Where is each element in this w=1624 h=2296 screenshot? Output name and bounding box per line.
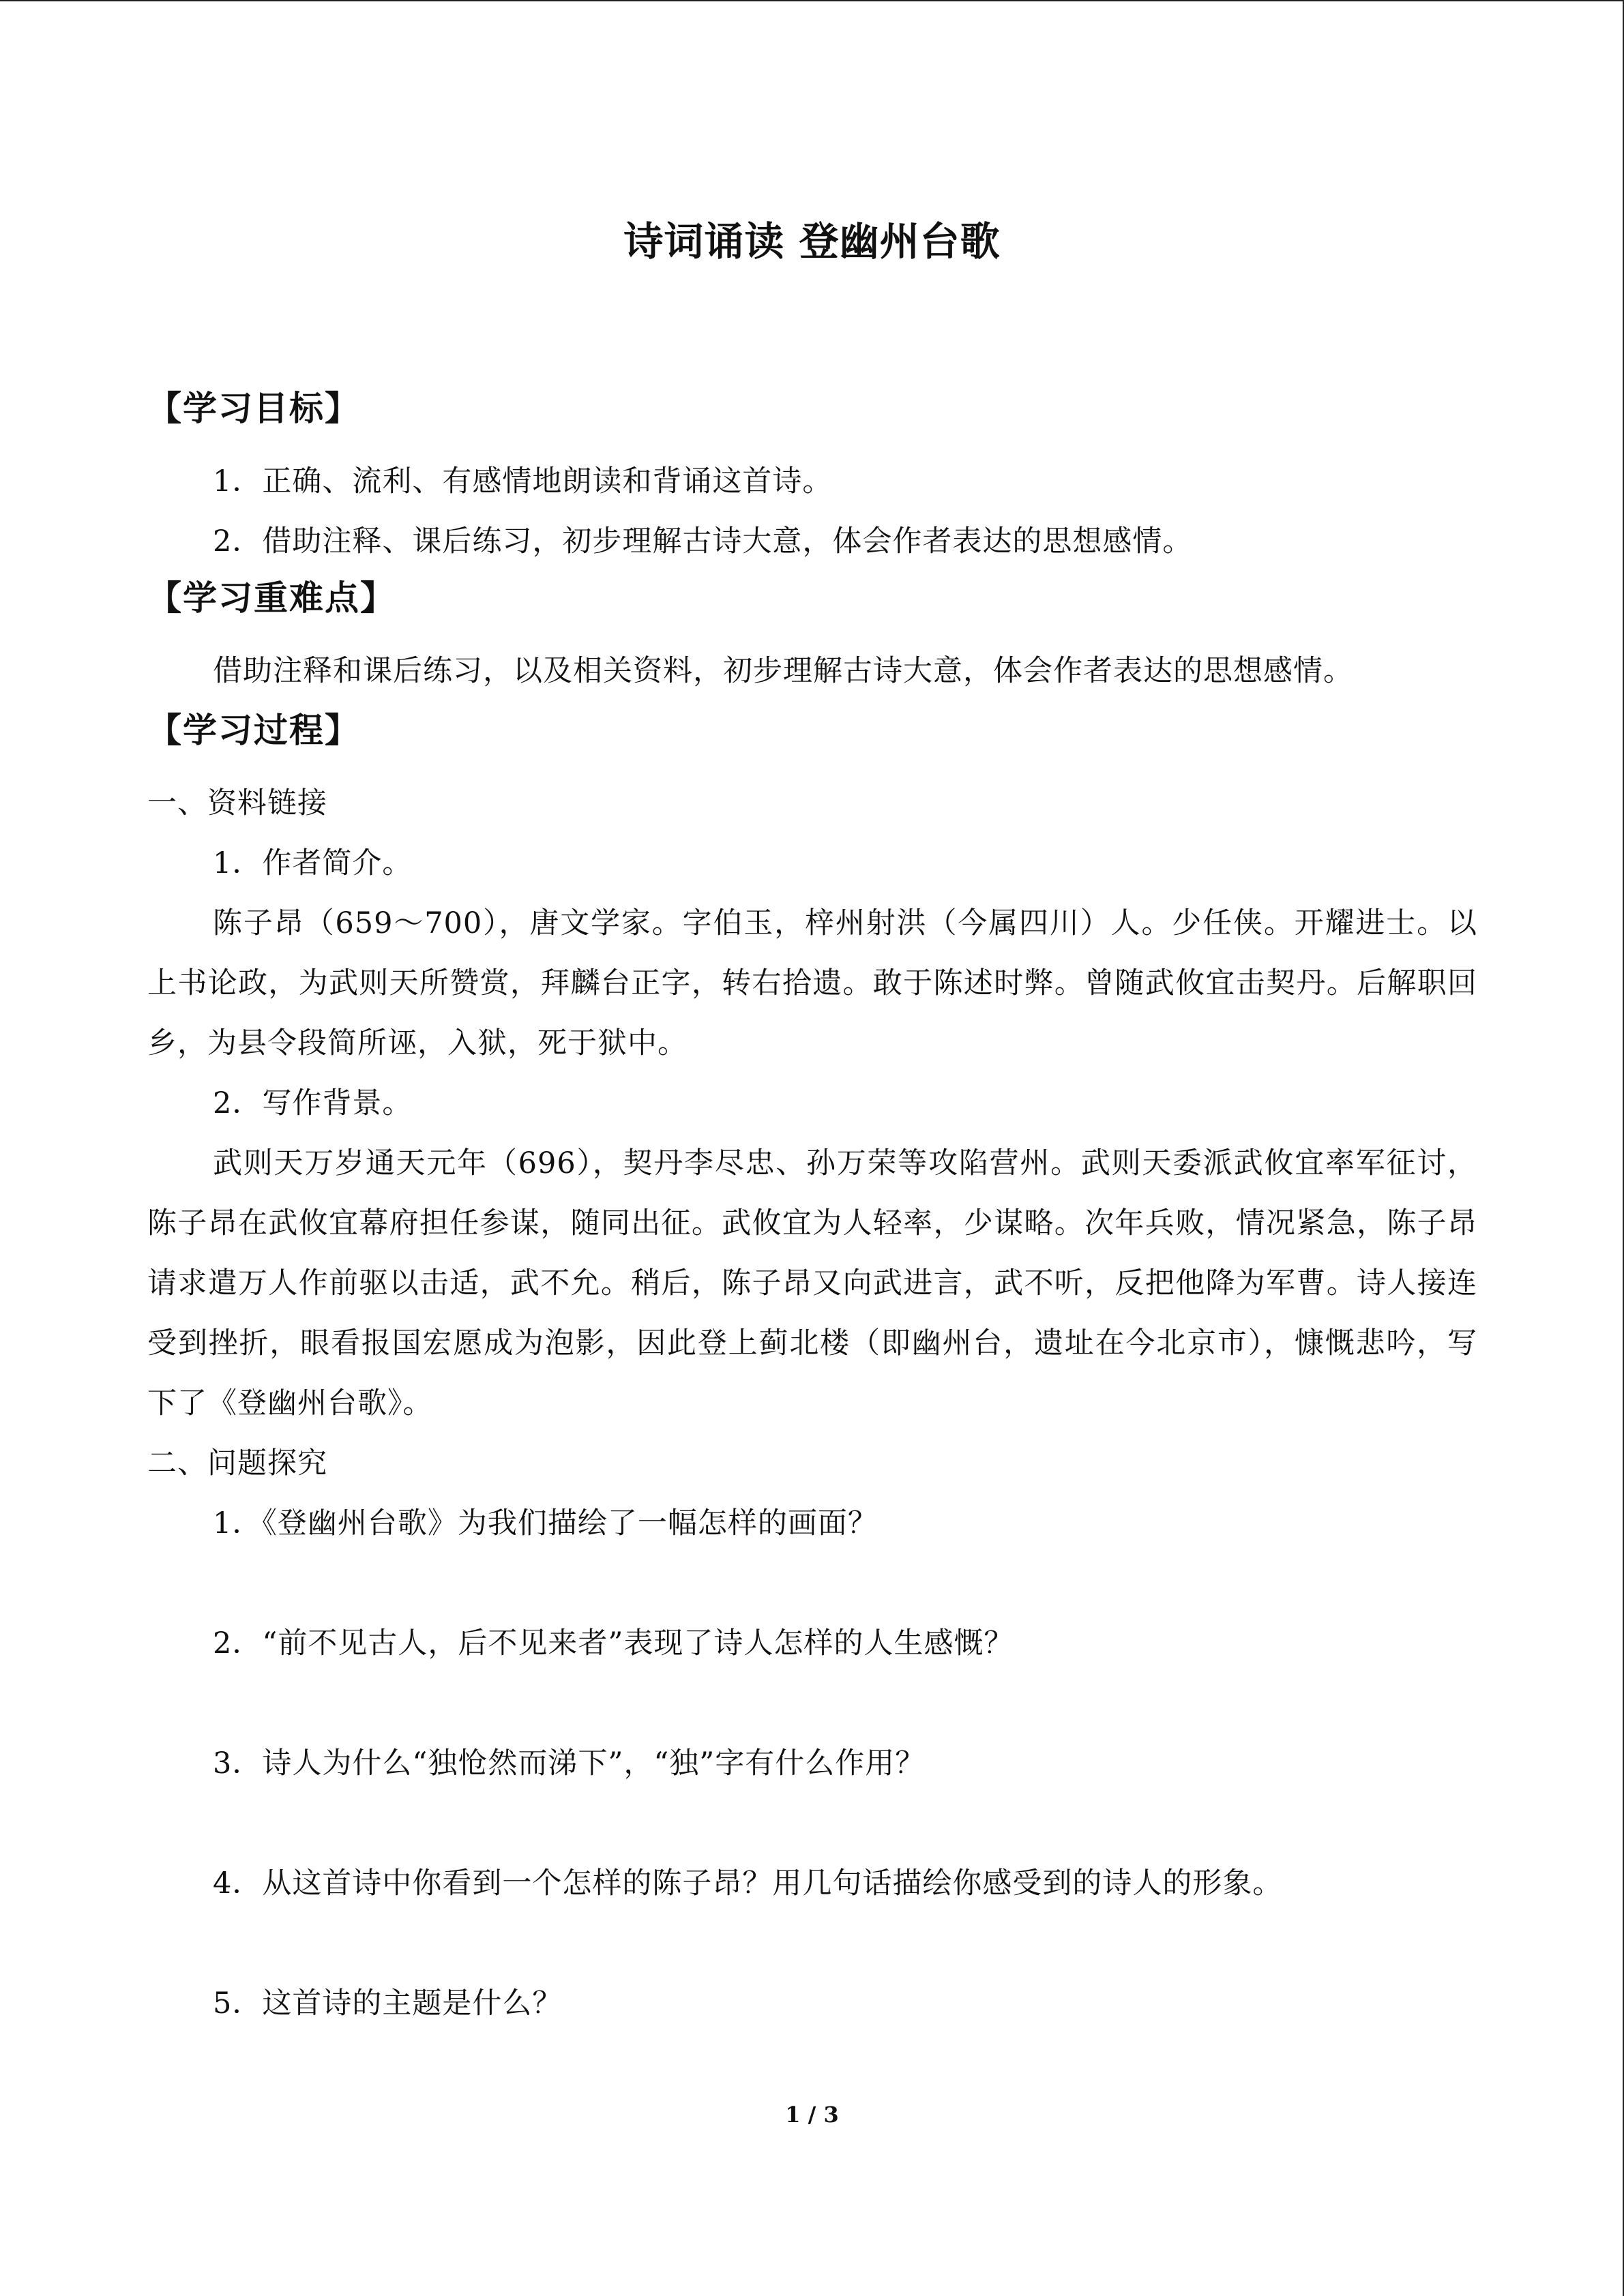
- author-intro-text: 陈子昂（659～700），唐文学家。字伯玉，梓州射洪（今属四川）人。少任侠。开耀进士。以上书论政，为武则天所赞赏，拜麟台正字，转右拾遗。敢于陈述时弊。曾随武攸宜击契丹。后解职回乡，为县令段简所诬，入狱，死于狱中。: [147, 906, 1477, 1060]
- objectives-heading: 【学习目标】: [147, 389, 360, 428]
- objectives-list: [147, 451, 1477, 571]
- question-item: 3．诗人为什么“独怆然而涕下”，“独”字有什么作用？: [213, 1746, 926, 1780]
- question-item: 1．《登幽州台歌》为我们描绘了一幅怎样的画面？: [213, 1506, 878, 1540]
- objective-item: 2．借助注释、课后练习，初步理解古诗大意，体会作者表达的思想感情。: [213, 524, 1193, 558]
- question-item: 2．“前不见古人，后不见来者”表现了诗人怎样的人生感慨？: [213, 1626, 1014, 1660]
- document-body: [147, 383, 1477, 2033]
- background-label: 2．写作背景。: [213, 1086, 413, 1120]
- page-number: 1 / 3: [785, 2102, 839, 2128]
- process-heading: 【学习过程】: [147, 711, 360, 750]
- question-item: 5．这首诗的主题是什么？: [213, 1986, 563, 2021]
- keypoints-heading: 【学习重难点】: [147, 578, 396, 618]
- part1-resources: [147, 773, 1477, 1433]
- background-text: 武则天万岁通天元年（696），契丹李尽忠、孙万荣等攻陷营州。武则天委派武攸宜率军征讨，陈子昂在武攸宜幕府担任参谋，随同出征。武攸宜为人轻率，少谋略。次年兵败，情况紧急，陈子昂请求遣万人作前驱以击适，武不允。稍后，陈子昂又向武进言，武不听，反把他降为军曹。诗人接连受到挫折，眼看报国宏愿成为泡影，因此登上蓟北楼（即幽州台，遗址在今北京市），慷慨悲吟，写下了《登幽州台歌》。: [147, 1146, 1477, 1420]
- objective-item: 1．正确、流利、有感情地朗读和背诵这首诗。: [213, 464, 833, 498]
- question-item: 4．从这首诗中你看到一个怎样的陈子昂？用几句话描绘你感受到的诗人的形象。: [213, 1866, 1283, 1900]
- document-title: 诗词诵读 登幽州台歌: [623, 218, 1001, 265]
- author-intro-label: 1．作者简介。: [213, 846, 413, 880]
- part2-questions: [147, 1433, 1477, 2033]
- part2-label: 二、问题探究: [147, 1446, 327, 1480]
- part1-label: 一、资料链接: [147, 786, 327, 820]
- keypoints-text: 借助注释和课后练习，以及相关资料，初步理解古诗大意，体会作者表达的思想感情。: [213, 654, 1353, 688]
